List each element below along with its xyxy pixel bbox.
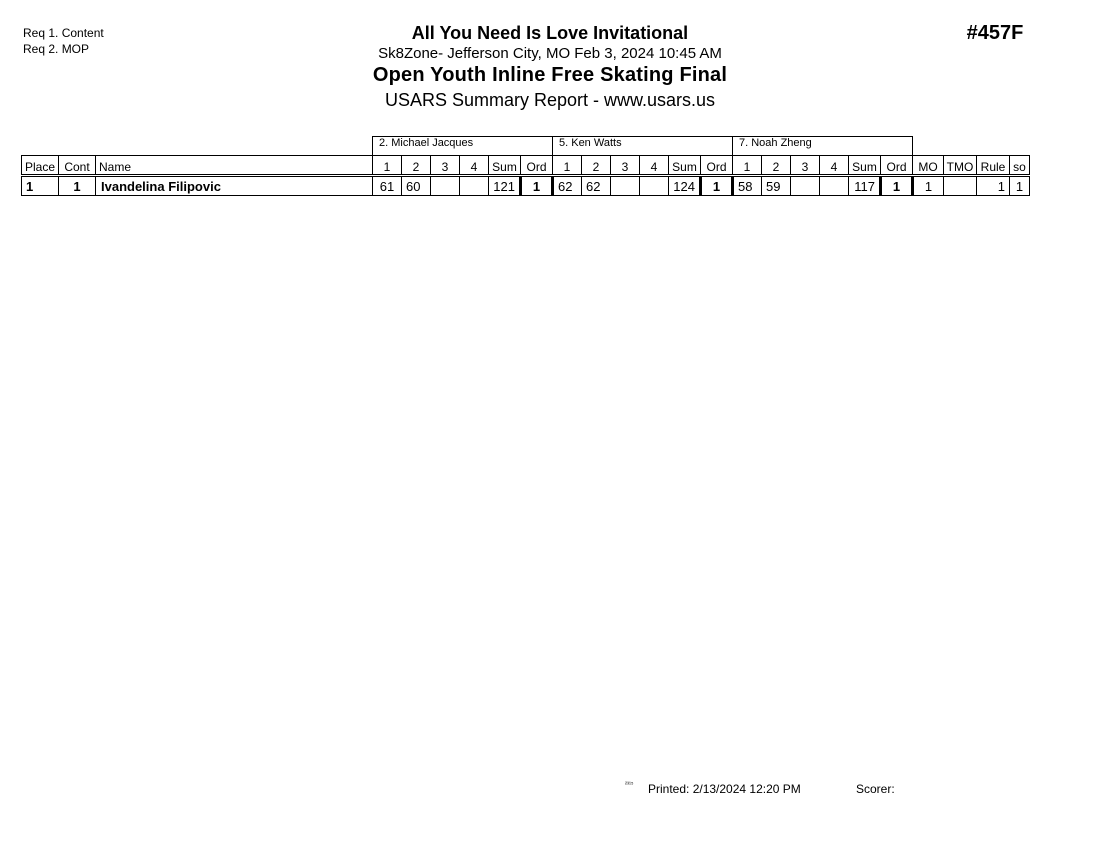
col-score-1: 1: [373, 156, 402, 176]
event-number: #457F: [966, 22, 1024, 44]
judge3-score-2: 59: [762, 176, 791, 196]
judge2-ord: 1: [701, 176, 733, 196]
col-ord: Ord: [881, 156, 913, 176]
judge3-score-4: [820, 176, 849, 196]
judge2-score-4: [640, 176, 669, 196]
place-value: 1: [22, 176, 59, 196]
judge2-score-2: 62: [582, 176, 611, 196]
col-sum: Sum: [669, 156, 701, 176]
judge3-sum: 117: [849, 176, 881, 196]
requirement-2: Req 2. MOP: [23, 42, 90, 56]
judge-name: 2. Michael Jacques: [373, 137, 553, 156]
mo-value: 1: [913, 176, 944, 196]
col-score-2: 2: [582, 156, 611, 176]
results-table: [21, 136, 1030, 196]
col-name: Name: [96, 156, 373, 176]
judge1-score-1: 61: [373, 176, 402, 196]
rule-value: 1: [977, 176, 1010, 196]
judge1-score-3: [431, 176, 460, 196]
col-score-4: 4: [820, 156, 849, 176]
judge-name: 7. Noah Zheng: [733, 137, 913, 156]
col-score-3: 3: [431, 156, 460, 176]
judge1-ord: 1: [521, 176, 553, 196]
column-header-row: [22, 156, 1030, 176]
judge-header-row: [22, 137, 1030, 156]
col-place: Place: [22, 156, 59, 176]
so-value: 1: [1010, 176, 1030, 196]
tmo-value: [944, 176, 977, 196]
judge1-score-4: [460, 176, 489, 196]
location-date: Sk8Zone- Jefferson City, MO Feb 3, 2024 10:45 AM: [378, 45, 722, 62]
col-ord: Ord: [521, 156, 553, 176]
requirement-1: Req 1. Content: [23, 26, 104, 40]
judge3-ord: 1: [881, 176, 913, 196]
judge-name: 5. Ken Watts: [553, 137, 733, 156]
col-so: so: [1010, 156, 1030, 176]
col-score-4: 4: [640, 156, 669, 176]
col-cont: Cont: [59, 156, 96, 176]
cont-value: 1: [59, 176, 96, 196]
table-row: [22, 176, 1030, 196]
competition-title: All You Need Is Love Invitational: [411, 23, 689, 43]
event-name: Open Youth Inline Free Skating Final: [372, 64, 728, 86]
col-score-2: 2: [762, 156, 791, 176]
skater-name: Ivandelina Filipovic: [96, 176, 373, 196]
col-score-1: 1: [553, 156, 582, 176]
col-score-1: 1: [733, 156, 762, 176]
col-score-2: 2: [402, 156, 431, 176]
judge3-score-1: 58: [733, 176, 762, 196]
printed-timestamp: Printed: 2/13/2024 12:20 PM: [648, 782, 801, 796]
judge2-sum: 124: [669, 176, 701, 196]
col-ord: Ord: [701, 156, 733, 176]
judge1-sum: 121: [489, 176, 521, 196]
judge2-score-1: 62: [553, 176, 582, 196]
judge2-score-3: [611, 176, 640, 196]
col-score-4: 4: [460, 156, 489, 176]
scorer-label: Scorer:: [856, 782, 895, 796]
judge1-score-2: 60: [402, 176, 431, 196]
col-tmo: TMO: [944, 156, 977, 176]
col-mo: MO: [913, 156, 944, 176]
col-score-3: 3: [611, 156, 640, 176]
report-title: USARS Summary Report - www.usars.us: [384, 90, 716, 110]
col-sum: Sum: [489, 156, 521, 176]
col-score-3: 3: [791, 156, 820, 176]
footer-mark: ²³¹⁵: [625, 782, 634, 788]
col-rule: Rule: [977, 156, 1010, 176]
judge3-score-3: [791, 176, 820, 196]
col-sum: Sum: [849, 156, 881, 176]
